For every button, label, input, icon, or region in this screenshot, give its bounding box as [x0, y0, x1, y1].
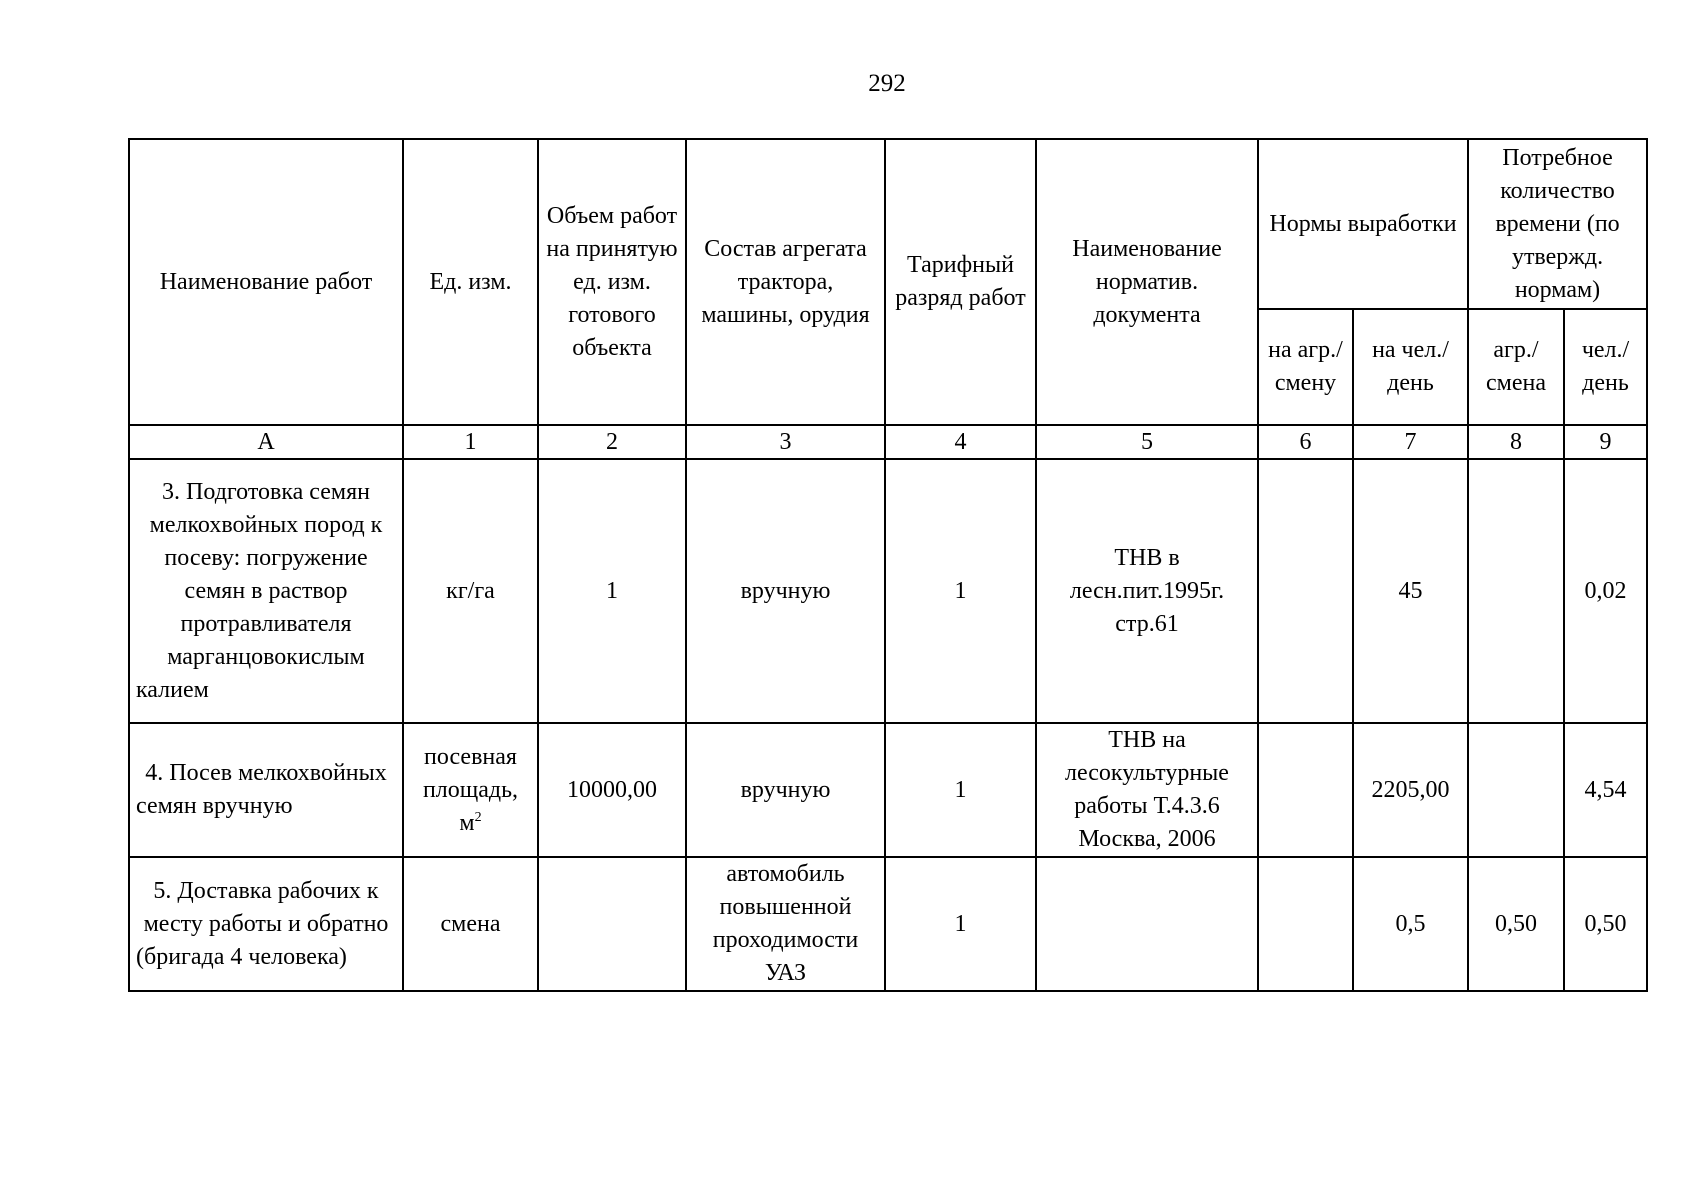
header-time-aggregate-shift: агр./ смена	[1468, 309, 1564, 425]
column-number: 8	[1468, 425, 1564, 459]
norm-person-cell: 45	[1353, 459, 1468, 723]
time-agr-cell	[1468, 459, 1564, 723]
unit-superscript: 2	[474, 809, 482, 825]
unit-cell	[403, 459, 538, 723]
work-norms-table	[128, 138, 1648, 992]
table-row	[129, 723, 1647, 857]
unit-cell	[403, 723, 538, 857]
column-number: 7	[1353, 425, 1468, 459]
volume-cell	[538, 857, 686, 991]
header-time-person-day: чел./ день	[1564, 309, 1647, 425]
time-agr-cell	[1468, 723, 1564, 857]
header-unit: Ед. изм.	[403, 139, 538, 425]
grade-cell: 1	[885, 723, 1036, 857]
unit-text: кг/га	[446, 577, 495, 604]
time-person-cell: 0,50	[1564, 857, 1647, 991]
grade-cell: 1	[885, 459, 1036, 723]
grade-cell: 1	[885, 857, 1036, 991]
header-aggregate: Состав агрегата трактора, машины, орудия	[686, 139, 885, 425]
header-volume: Объем работ на принятую ед. изм. готового объекта	[538, 139, 686, 425]
header-norm-per-aggregate-shift: на агр./ смену	[1258, 309, 1353, 425]
column-number: А	[129, 425, 403, 459]
header-time-required: Потребное количество времени (по утвержд. нормам)	[1468, 139, 1647, 309]
norm-agr-cell	[1258, 459, 1353, 723]
column-number: 4	[885, 425, 1036, 459]
page-number: 292	[868, 70, 906, 97]
column-number: 2	[538, 425, 686, 459]
column-numbers-row	[129, 425, 1647, 459]
unit-text: смена	[440, 910, 501, 937]
work-name-cell: 4. Посев мелкохвойных семян вручную	[129, 723, 403, 857]
column-number: 6	[1258, 425, 1353, 459]
column-number: 5	[1036, 425, 1258, 459]
work-name-cell: 3. Подготовка семян мелкохвойных пород к посеву: погружение семян в раствор протравливателя марганцовокислым калием	[129, 459, 403, 723]
time-person-cell: 0,02	[1564, 459, 1647, 723]
aggregate-cell: вручную	[686, 459, 885, 723]
header-output-norms: Нормы выработки	[1258, 139, 1468, 309]
volume-cell: 1	[538, 459, 686, 723]
unit-text: посевная площадь, м	[422, 743, 519, 836]
unit-cell	[403, 857, 538, 991]
aggregate-cell: автомобиль повышенной проходимости УАЗ	[686, 857, 885, 991]
header-tariff-grade: Тарифный разряд работ	[885, 139, 1036, 425]
header-work-name: Наименование работ	[129, 139, 403, 425]
header-norm-per-person-day: на чел./ день	[1353, 309, 1468, 425]
norm-person-cell: 2205,00	[1353, 723, 1468, 857]
aggregate-cell: вручную	[686, 723, 885, 857]
table-row	[129, 857, 1647, 991]
document-cell: ТНВ на лесокультурные работы Т.4.3.6 Москва, 2006	[1036, 723, 1258, 857]
column-number: 9	[1564, 425, 1647, 459]
norm-agr-cell	[1258, 723, 1353, 857]
column-number: 1	[403, 425, 538, 459]
column-number: 3	[686, 425, 885, 459]
norm-agr-cell	[1258, 857, 1353, 991]
work-name-cell: 5. Доставка рабочих к месту работы и обратно (бригада 4 человека)	[129, 857, 403, 991]
header-norm-document: Наименование норматив. документа	[1036, 139, 1258, 425]
table-row	[129, 459, 1647, 723]
document-cell: ТНВ в лесн.пит.1995г. стр.61	[1036, 459, 1258, 723]
time-person-cell: 4,54	[1564, 723, 1647, 857]
norm-person-cell: 0,5	[1353, 857, 1468, 991]
time-agr-cell: 0,50	[1468, 857, 1564, 991]
document-cell	[1036, 857, 1258, 991]
volume-cell: 10000,00	[538, 723, 686, 857]
